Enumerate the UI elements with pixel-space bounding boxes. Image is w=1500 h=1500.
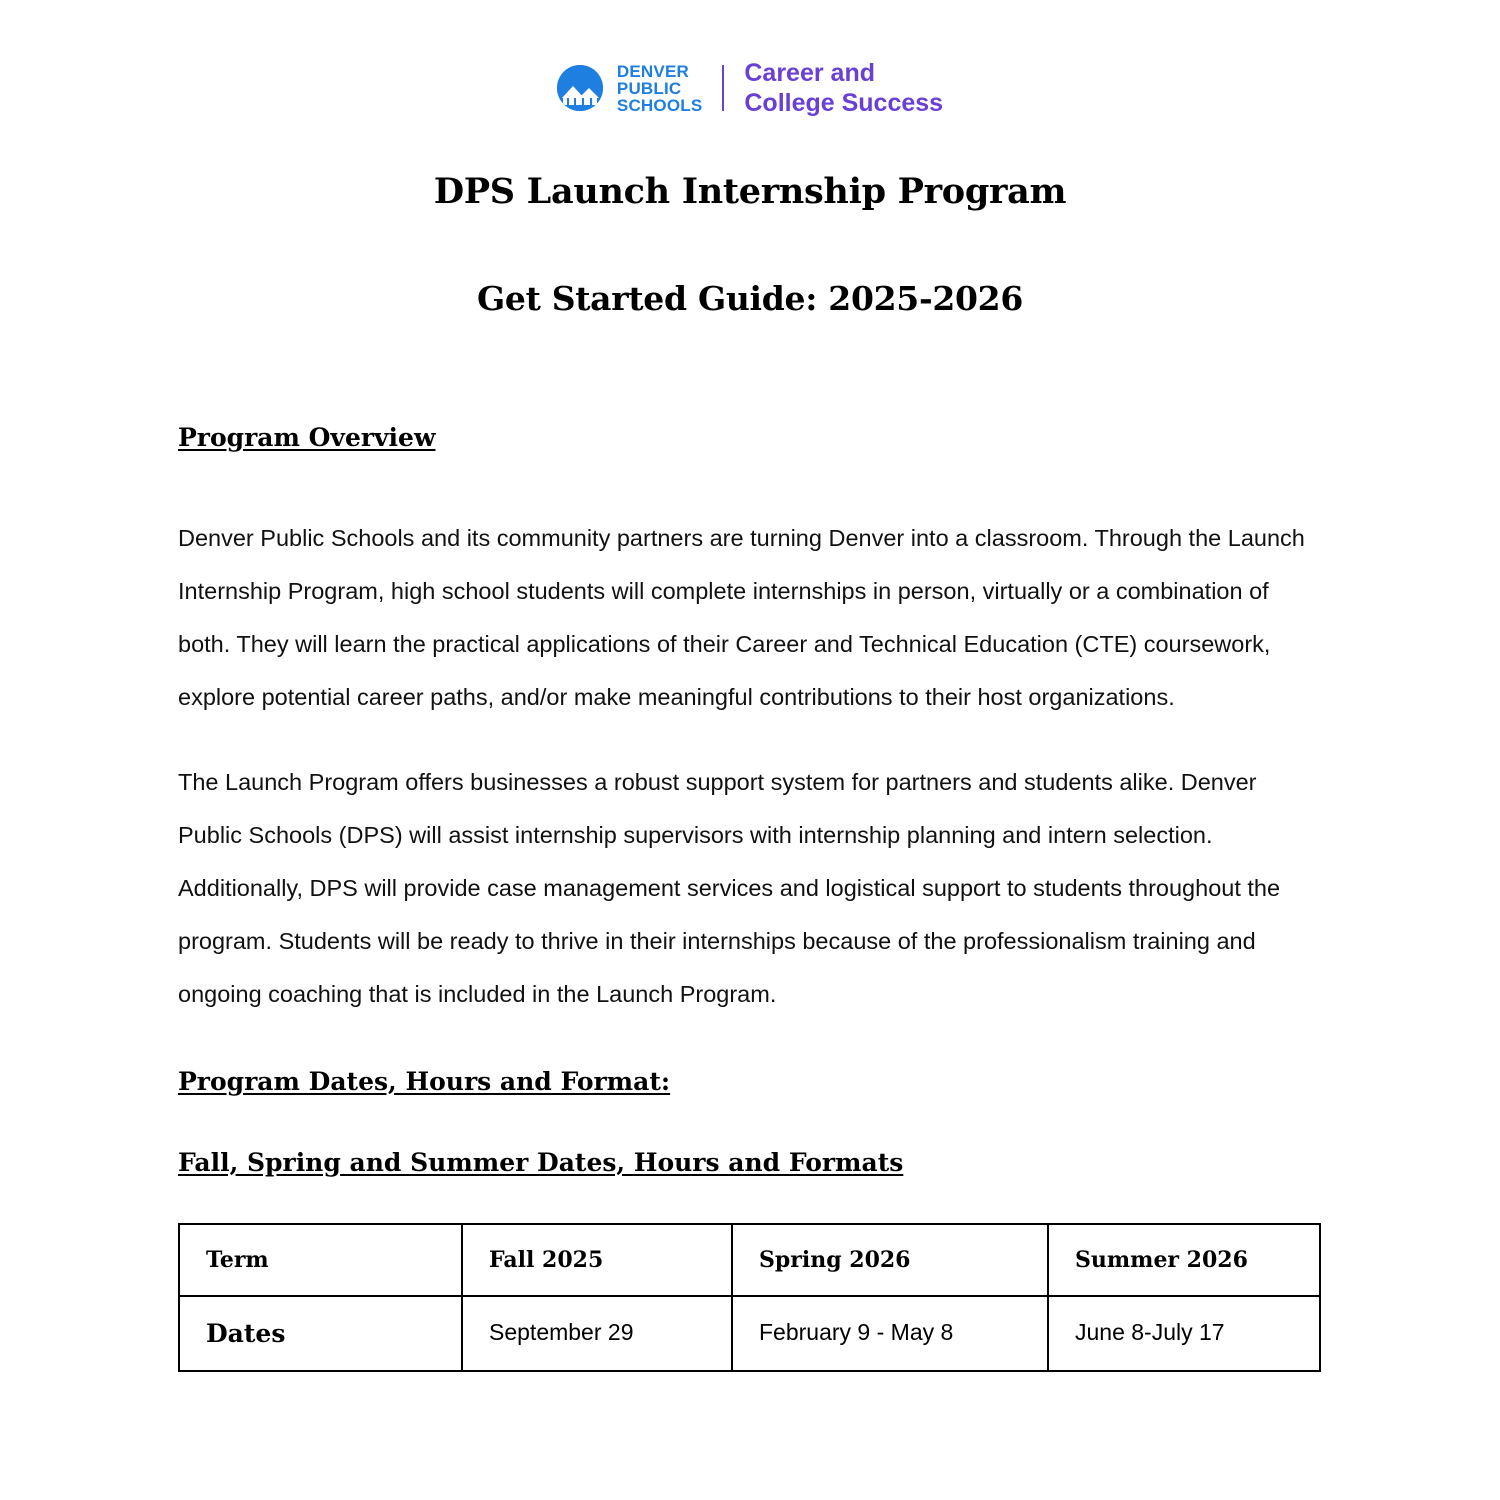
dps-career-college-success-logo (178, 0, 1322, 118)
dps-wordmark-line1: DENVER (616, 61, 689, 81)
section-heading-program-overview: Program Overview (178, 422, 436, 452)
section-heading-program-dates: Program Dates, Hours and Format: (178, 1066, 671, 1096)
table-header-fall-2025: Fall 2025 (462, 1224, 732, 1296)
table-row (179, 1296, 1320, 1371)
dps-wordmark-line3: SCHOOLS (616, 95, 703, 115)
paragraph-program-overview-2: The Launch Program offers businesses a robust support system for partners and students alike. Denver Public Schools (DPS) will assist internship supervisors with internship planning and intern selection. Additionally, DPS will provide case management services and logistical support to students throughout the program. Students will be ready to thrive in their internships because of the professionalism training and ongoing coaching that is included in the Launch Program. (178, 768, 1281, 1007)
table-cell-spring-dates: February 9 - May 8 (732, 1296, 1048, 1371)
page-title: DPS Launch Internship Program (433, 171, 1067, 212)
page-subtitle: Get Started Guide: 2025-2026 (477, 279, 1023, 318)
table-header-row (179, 1224, 1320, 1296)
table-header-spring-2026: Spring 2026 (732, 1224, 1048, 1296)
table-cell-summer-dates: June 8-July 17 (1048, 1296, 1320, 1371)
table-header-summer-2026: Summer 2026 (1048, 1224, 1320, 1296)
dps-wordmark (617, 63, 702, 114)
term-dates-table (178, 1223, 1321, 1372)
dps-wordmark-line2: PUBLIC (616, 78, 682, 98)
table-row-label-dates: Dates (179, 1296, 462, 1371)
table-cell-fall-dates: September 29 (462, 1296, 732, 1371)
paragraph-program-overview-1: Denver Public Schools and its community partners are turning Denver into a classroom. Through the Launch Internship Program, high school students will complete internships in person, virtually or a combination of both. They will learn the practical applications of their Career and Technical Education (CTE) coursework, explore potential career paths, and/or make meaningful contributions to their host organizations. (178, 524, 1305, 710)
section-heading-fall-spring-summer: Fall, Spring and Summer Dates, Hours and Formats (178, 1147, 904, 1177)
ccs-wordmark-line2: College Success (744, 89, 944, 117)
logo-divider (722, 65, 724, 111)
dps-mountain-city-icon (557, 65, 603, 111)
ccs-wordmark-line1: Career and (744, 59, 875, 87)
career-college-success-wordmark (744, 58, 943, 118)
table-header-term: Term (179, 1224, 462, 1296)
